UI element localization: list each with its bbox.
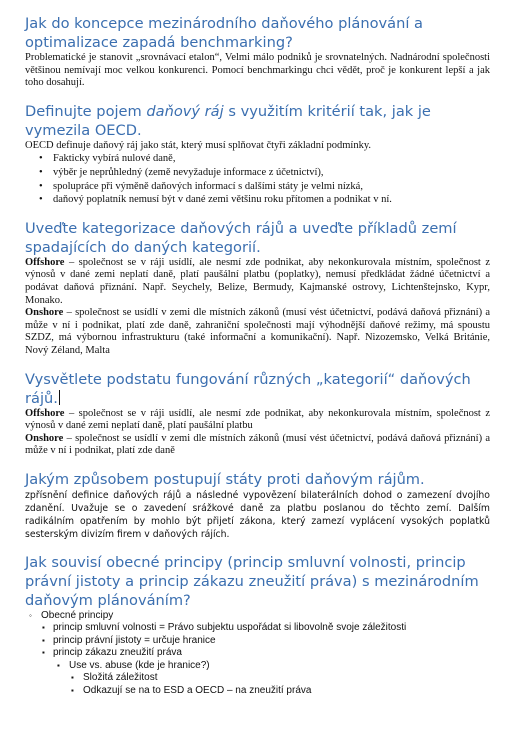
outline-text: princip právní jistoty = určuje hranice [53, 634, 216, 646]
outline-text: Obecné principy [41, 609, 114, 621]
paragraph-state-measures: zpřísnění definice daňových rájů a následné vypovězení bilaterálních dohod o zamezení dvojího zdanění. Uvažuje se o zavedení srážkové daně za platbu poslanou do těchto zemí. Dalším radikálním opatřením by mohlo být přijetí zákona, který zamezí vyplácení vysokých poplatků sesterským divizím firem v daňových rájích. [25, 489, 490, 540]
heading-part: s využitím kritérií tak, jak je vymezila OECD. [25, 102, 431, 139]
paragraph-onshore [25, 307, 490, 357]
outline-item [25, 622, 490, 635]
offshore-description: – společnost se v ráji usídlí, ale nesmí zde podnikat, aby nekonkurovala místním, společnost z výnosů v dané zemi neplatí daně, platí paušální platbu (poplatky), nemusí předkládat žádné účetnictví a podávat daňová přiznání. Např. Seychely, Belize, Bermudy, Kajmanské ostrovy, Lichtenštejnsko, Kypr, Monako. [25, 256, 490, 306]
bullet-marker: ▪ [42, 623, 45, 633]
outline-item [25, 685, 490, 698]
heading-text: Vysvětlete podstatu fungování různých „kategorií“ daňových rájů. [25, 370, 471, 407]
bullet-marker: ▪ [71, 673, 74, 683]
heading-benchmarking: Jak do koncepce mezinárodního daňového plánování a optimalizace zapadá benchmarking? [25, 15, 423, 51]
heading-categorization: Uveďte kategorizace daňových rájů a uveďte příkladů zemí spadajících do daných kategorií. [25, 219, 457, 256]
term-offshore: Offshore [25, 407, 65, 419]
outline-text: princip zákazu zneužití práva [53, 647, 182, 659]
term-onshore: Onshore [25, 432, 64, 444]
outline-text: Use vs. abuse (kde je hranice?) [69, 659, 210, 671]
outline-item [25, 647, 490, 660]
criteria-list [25, 152, 490, 206]
outline-item [25, 635, 490, 648]
list-item: • daňový poplatník nemusí být v dané zemi většinu roku přítomen a podnikat v ní. [53, 193, 490, 207]
paragraph-offshore [25, 257, 490, 307]
list-item: • spolupráce při výměně daňových informací s dalšími státy je velmi nízká, [53, 180, 490, 194]
offshore-description: – společnost se v ráji usídlí, ale nesmí zde podnikat, aby nekonkurovala místním, společnost z výnosů v dané zemi neplatí daně, platí paušální platbu [25, 407, 490, 432]
term-onshore: Onshore [25, 307, 64, 319]
text-cursor [59, 390, 60, 405]
heading-state-measures: Jakým způsobem postupují státy proti daňovým rájům. [25, 470, 425, 488]
heading-tax-haven-definition [25, 102, 490, 140]
bullet-marker: ◦ [29, 610, 32, 620]
onshore-description: – společnost se usídlí v zemi dle místních zákonů (musí vést účetnictví, podává daňová přiznání) a může v ní i podnikat, platí zde daně [25, 432, 490, 457]
heading-part: Definujte pojem [25, 102, 147, 120]
paragraph-benchmarking: Problematické je stanovit „srovnávací etalon“, Velmi málo podniků je srovnatelných. Nadnárodní společnosti většinou nemívají moc velkou konkurenci. Pomocí benchmarkingu chci vědět, proč je konkurent lepší a jak toho dosahují. [25, 52, 490, 89]
principles-outline [25, 610, 490, 698]
bullet-marker: ▪ [42, 648, 45, 658]
outline-text: princip smluvní volnosti = Právo subjektu uspořádat si libovolně svoje záležitosti [53, 622, 407, 634]
heading-italic-term: daňový ráj [146, 102, 224, 120]
paragraph-offshore-2 [25, 408, 490, 433]
paragraph-oecd-intro: OECD definuje daňový ráj jako stát, který musí splňovat čtyři základní podmínky. [25, 139, 372, 151]
paragraph-onshore-2 [25, 433, 490, 458]
outline-item [25, 610, 490, 623]
outline-item [25, 660, 490, 673]
term-offshore: Offshore [25, 256, 65, 268]
bullet-marker: ▪ [57, 660, 60, 670]
bullet-marker: ▪ [42, 635, 45, 645]
bullet-marker: ▪ [71, 685, 74, 695]
list-item: • výběr je neprůhledný (země nevyžaduje informace z účetnictví), [53, 166, 490, 180]
outline-item [25, 672, 490, 685]
outline-text: Odkazují se na to ESD a OECD – na zneužití práva [83, 684, 312, 696]
outline-text: Složitá záležitost [83, 672, 158, 684]
heading-general-principles: Jak souvisí obecné principy (princip smluvní volnosti, princip právní jistoty a princip zákazu zneužití práva) s mezinárodním daňovým plánováním? [25, 553, 479, 609]
heading-categories-function [25, 370, 490, 408]
onshore-description: – společnost se usídlí v zemi dle místních zákonů (musí vést účetnictví, podává daňová přiznání) a může v ní i podnikat, platí zde daně, zahraniční společnosti mají výhodnější daňové režimy, má spoustu SZDZ, má výbornou infrastrukturu (také informační a komunikační). Např. Nizozemsko, Velká Británie, Nový Zéland, Malta [25, 307, 490, 356]
list-item: • Fakticky vybírá nulové daně, [53, 152, 490, 166]
